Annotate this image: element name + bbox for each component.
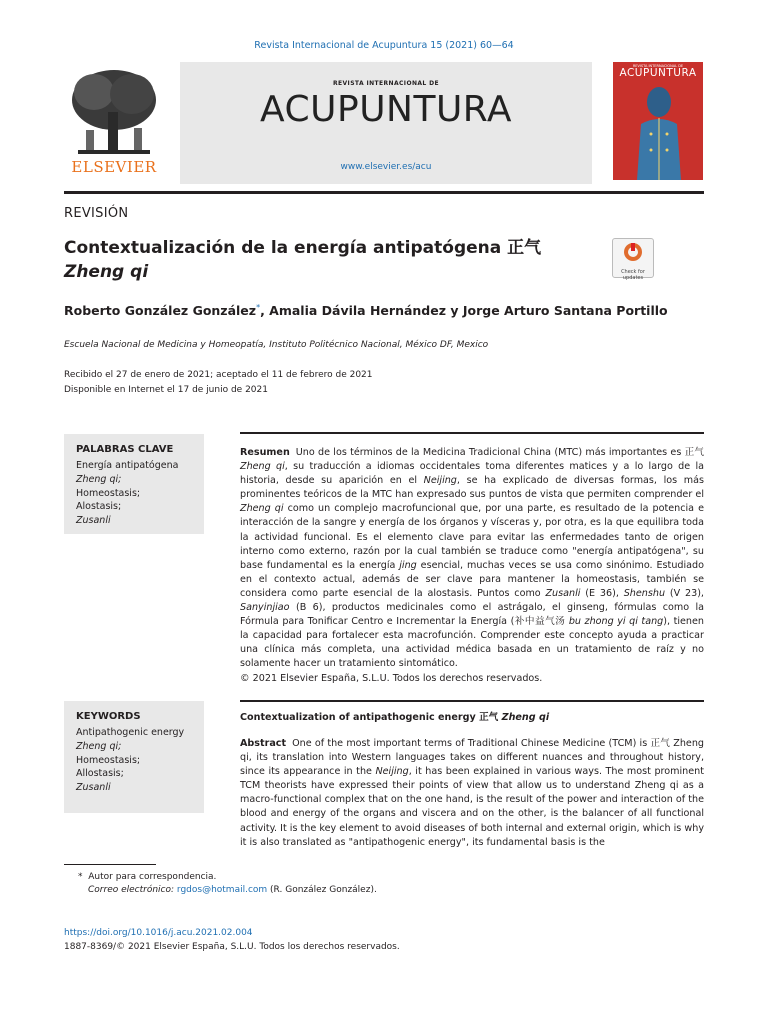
resumen-paragraph (240, 446, 704, 686)
abstract-paragraph (240, 737, 704, 850)
title-line-1: Contextualización de la energía antipatógena 正气 (64, 238, 542, 258)
english-title-italic: Zheng qi (501, 712, 550, 723)
text-run: (E 36), (580, 587, 624, 599)
keyword-item: Zheng qi; (76, 740, 122, 752)
header-rule (64, 191, 704, 194)
journal-cover-thumbnail[interactable] (613, 62, 703, 180)
coauthor-names: , Amalia Dávila Hernández y Jorge Arturo Santana Portillo (260, 303, 668, 319)
keyword-item: Homeostasis; (76, 487, 141, 499)
palabras-clave-heading: PALABRAS CLAVE (76, 444, 174, 455)
abstract-rule (240, 700, 704, 702)
journal-reference[interactable]: Revista Internacional de Acupuntura 15 (2021) 60—64 (254, 40, 514, 51)
author-list (64, 303, 668, 318)
elsevier-logo (64, 62, 164, 180)
text-run: bu zhong yi qi tang (568, 616, 664, 628)
article-title (64, 236, 584, 284)
article-dates (64, 368, 373, 398)
text-run: Zheng qi (240, 461, 285, 473)
footnote-text: Autor para correspondencia. (88, 872, 217, 882)
text-run: (B 6), productos medicinales como el astrágalo, el ginseng, fórmulas como la Fórmula para Tonificar Centro e Incrementar la Energía (补中益气汤 (240, 602, 704, 628)
text-run: Neijing (423, 475, 457, 487)
author-name: Roberto González González (64, 303, 257, 319)
correspondence-footnote (78, 871, 377, 897)
issn-copyright: 1887-8369/© 2021 Elsevier España, S.L.U. Todos los derechos reservados. (64, 942, 400, 952)
text-run: , it has been explained in various ways. The most prominent TCM theorists have expressed their points of view that allow us to understand Zheng qi as a macro-functional complex that on the one hand, is the result of the power and interaction of the blood and energy of the organs and viscera and on the other, is the balancer of all functional activity. It is the key element to avoid diseases of both internal and external origin, which is why it is also translated as "antipathogenic energy", its fundamental basis is the (240, 766, 704, 848)
journal-masthead (180, 62, 592, 184)
online-date: Disponible en Internet el 17 de junio de 2021 (64, 385, 268, 395)
cover-subtitle: REVISTA INTERNACIONAL DE (632, 64, 684, 68)
keyword-item: Allostasis; (76, 768, 124, 780)
email-owner: (R. González González). (267, 885, 377, 895)
keyword-item: Zusanli (76, 515, 111, 527)
text-run: Zheng qi (240, 503, 284, 515)
footnote-rule (64, 864, 156, 865)
text-run: (V 23), (665, 587, 704, 599)
masthead-url[interactable]: www.elsevier.es/acu (340, 162, 432, 172)
palabras-clave-box (64, 434, 204, 534)
english-title-text: Contextualization of antipathogenic energy 正气 (240, 712, 502, 723)
publisher-name: ELSEVIER (71, 158, 157, 176)
text-run: , su traducción a idiomas occidentales toma diferentes matices y a lo largo de la historia, desde su aparición en el (240, 461, 704, 487)
masthead-small-title: REVISTA INTERNACIONAL DE (333, 80, 439, 87)
section-label: REVISIÓN (64, 206, 129, 221)
text-run: Sanyinjiao (240, 602, 290, 614)
keyword-item: Alostasis; (76, 501, 122, 513)
keyword-item: Antipathogenic energy (76, 727, 185, 738)
abstract-label: Abstract (240, 738, 287, 749)
keyword-item: Homeostasis; (76, 754, 141, 766)
text-run: Uno de los términos de la Medicina Tradicional China (MTC) más importantes es 正气 (295, 447, 704, 458)
text-run: como un complejo macrofuncional que, por una parte, es resultado de la potencia e interacción de la sangre y energía de los órganos y vísceras y, por otra, es la que equilibra toda la actividad funcional. Es el elemento clave para evitar las enfermedades tanto de origen interno como externo, razón por la cual también se traduce como "energía antipatógena", su base fundamental es la energía (240, 503, 704, 571)
masthead-title: ACUPUNTURA (260, 89, 512, 130)
text-run: Zusanli (545, 587, 581, 599)
keywords-heading: KEYWORDS (76, 711, 141, 722)
correspondence-mark[interactable]: * (256, 303, 261, 312)
received-date: Recibido el 27 de enero de 2021; aceptado el 11 de febrero de 2021 (64, 370, 373, 380)
text-run: One of the most important terms of Traditional Chinese Medicine (TCM) is 正气 Zheng qi, its translation into Western languages takes on different nuances and throughout history, since its appearance in the (240, 738, 704, 778)
keyword-item: Zusanli (76, 782, 111, 794)
text-run: esencial, muchas veces se usa como sinónimo. Estudiado en el contexto actual, además de ser clave para mantener la homeostasis, también se considera como parte esencial de la alostasis. Puntos como (240, 559, 704, 599)
resumen-copyright: © 2021 Elsevier España, S.L.U. Todos los derechos reservados. (240, 672, 543, 684)
title-line-2: Zheng qi (64, 262, 149, 282)
text-run: jing (399, 559, 417, 571)
email-label: Correo electrónico: (88, 885, 177, 895)
crossmark-icon (613, 239, 653, 265)
check-for-updates-button[interactable] (612, 238, 654, 281)
resumen-rule (240, 432, 704, 434)
english-title (240, 711, 704, 725)
keyword-item: Energía antipatógena (76, 460, 179, 471)
crossmark-label: Check for updates (621, 269, 645, 281)
keywords-box (64, 701, 204, 813)
resumen-label: Resumen (240, 447, 290, 458)
text-run: ), tienen la capacidad para fortalecer esta macrofunción. Comprender este concepto ayuda a practicar una clínica más completa, una actividad médica basada en un tratamiento de raíz y no solamente hacer un tratamiento sintomático. (240, 616, 704, 670)
email-link[interactable]: rgdos@hotmail.com (176, 885, 268, 895)
text-run: , se ha explicado de diversas formas, los más prominentes teóricos de la MTC han expresado sus puntos de vista que permiten comprender el (240, 475, 704, 501)
text-run: Shenshu (623, 587, 666, 599)
keyword-item: Zheng qi; (76, 473, 122, 485)
footnote-mark: * (78, 872, 83, 882)
affiliation: Escuela Nacional de Medicina y Homeopatía, Instituto Politécnico Nacional, México DF, Mexico (64, 340, 489, 350)
doi-link[interactable]: https://doi.org/10.1016/j.acu.2021.02.004 (64, 928, 253, 938)
text-run: Neijing (375, 766, 409, 778)
cover-title: ACUPUNTURA (619, 67, 697, 79)
cover-figure-image (631, 84, 687, 180)
